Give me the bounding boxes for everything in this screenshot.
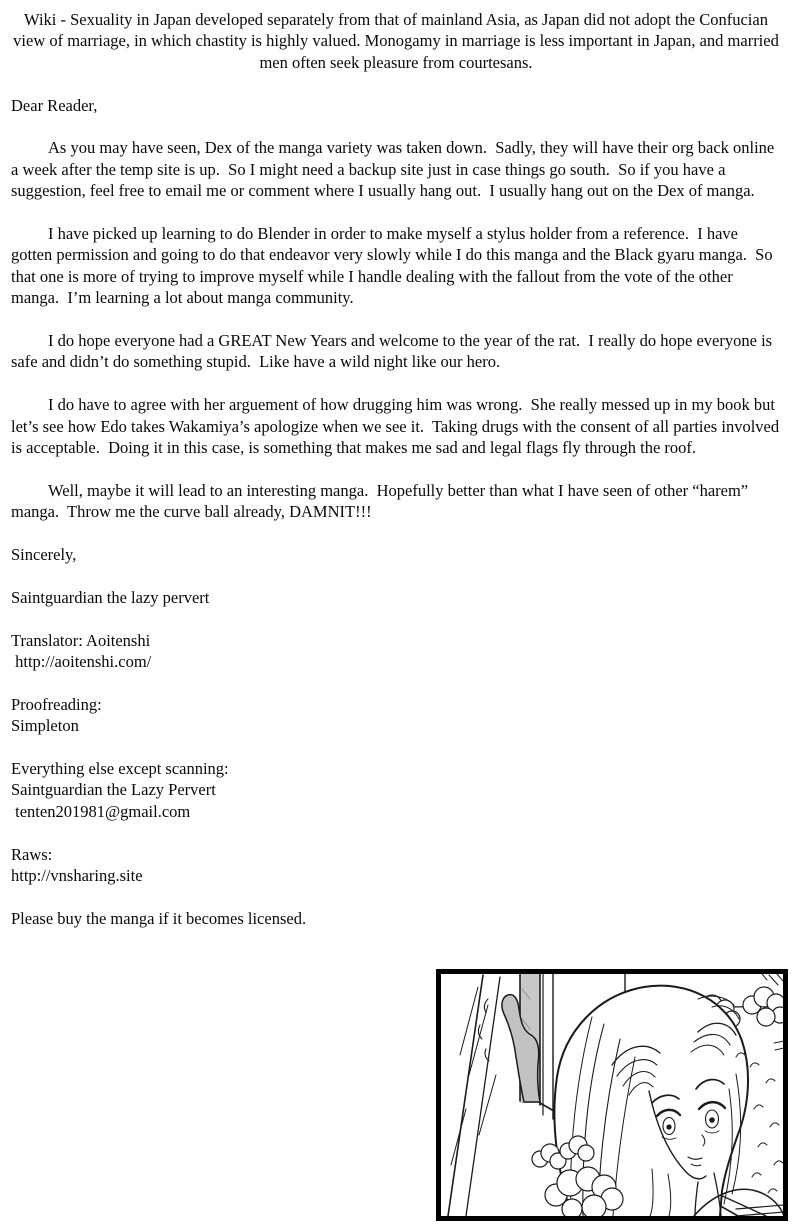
buy-note: Please buy the manga if it becomes licensed. [11,908,307,928]
raws-label: Raws: [11,844,53,864]
everything-else-name: Saintguardian the Lazy Pervert [11,780,216,800]
translator-label: Translator: Aoitenshi [11,630,151,650]
credit-block-raws [11,844,781,887]
salutation: Dear Reader, [11,95,98,115]
manga-panel-art [436,969,788,1221]
translator-url: http://aoitenshi.com/ [11,652,152,672]
raws-url: http://vnsharing.site [11,866,143,886]
credit-block-translator [11,630,781,673]
body-paragraph-5: Well, maybe it will lead to an interesting manga. Hopefully better than what I have seen of other “harem” manga. Throw me the curve ball already, DAMNIT!!! [11,480,753,522]
closing: Sincerely, [11,545,77,565]
credit-block-everything-else [11,758,781,822]
body-paragraph-4: I do have to agree with her arguement of how drugging him was wrong. She really messed up in my book but let’s see how Edo takes Wakamiya’s apologize when we see it. Taking drugs with the consent of all parties involved is acceptable. Doing it in this case, is something that makes me sad and legal flags fly through the roof. [11,395,784,458]
everything-else-label: Everything else except scanning: [11,759,229,779]
wiki-quote: Wiki - Sexuality in Japan developed separately from that of mainland Asia, as Japan did not adopt the Confucian view of marriage, in which chastity is highly valued. Monogamy in marriage is less important in Japan, and married men often seek pleasure from courtesans. [13,10,783,72]
body-paragraph-3: I do hope everyone had a GREAT New Years and welcome to the year of the rat. I really do hope everyone is safe and didn’t do something stupid. Like have a wild night like our hero. [11,331,777,372]
manga-panel [436,969,788,1221]
body-paragraph-1: As you may have seen, Dex of the manga variety was taken down. Sadly, they will have their org back online a week after the temp site is up. So I might need a backup site just in case things go south. So if you have a suggestion, feel free to email me or comment where I usually hang out. I usually hang out on the Dex of manga. [11,138,779,201]
proofreader-name: Simpleton [11,716,79,736]
contact-email: tenten201981@gmail.com [11,801,191,821]
credit-block-proofreading [11,694,781,737]
body-paragraph-2: I have picked up learning to do Blender in order to make myself a stylus holder from a reference. I have gotten permission and going to do that endeavor very slowly while I do this manga and the Black gyaru manga. So that one is more of trying to improve myself while I handle dealing with the fallout from the vote of the other manga. I’m learning a lot about manga community. [11,224,777,308]
letter-page [11,9,784,951]
proofreading-label: Proofreading: [11,694,102,714]
signature: Saintguardian the lazy pervert [11,587,210,607]
